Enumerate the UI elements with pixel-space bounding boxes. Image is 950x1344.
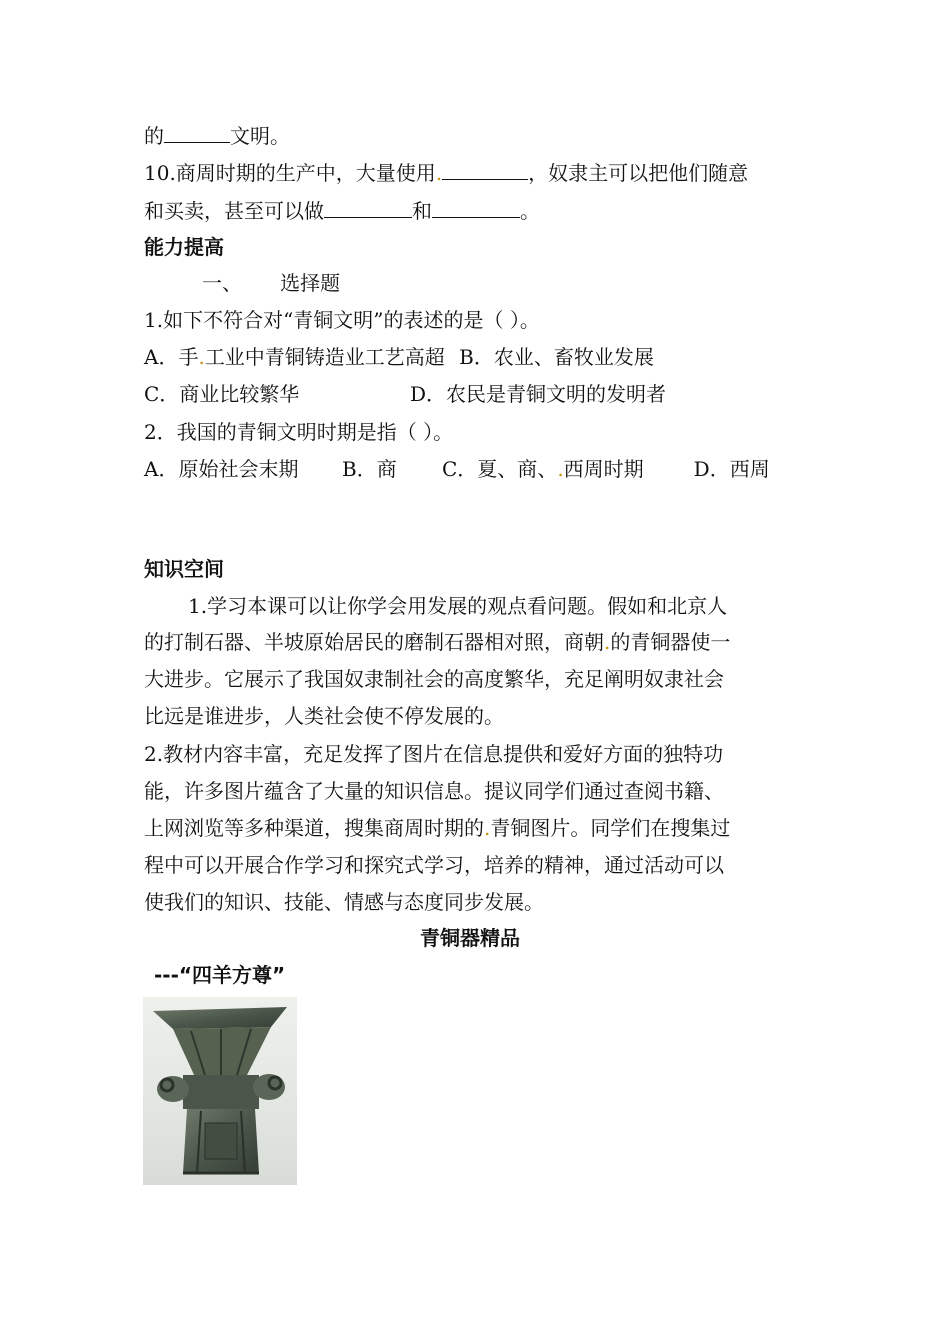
text: 青铜图片。同学们在搜集过 bbox=[490, 816, 731, 840]
text: 文明。 bbox=[230, 124, 290, 148]
mark: . bbox=[484, 816, 491, 840]
option-c-text: 西周时期 bbox=[563, 457, 644, 481]
question-2-stem: 2．我国的青铜文明时期是指（ ）。 bbox=[144, 420, 454, 444]
option-a: A．原始社会末期 bbox=[144, 457, 299, 481]
bronze-section-title: 青铜器精品 bbox=[420, 926, 520, 950]
four-goat-square-zun-photo bbox=[143, 997, 297, 1185]
bronze-vessel-illustration bbox=[143, 997, 297, 1185]
blank bbox=[432, 199, 520, 218]
mark: . bbox=[604, 630, 611, 654]
blank bbox=[164, 124, 230, 143]
fill-line-1 bbox=[144, 124, 290, 148]
option-b: B．农业、畜牧业发展 bbox=[459, 345, 654, 369]
text: 的青铜器使一 bbox=[610, 630, 731, 654]
text: 的打制石器、半坡原始居民的磨制石器相对照，商朝 bbox=[144, 630, 604, 654]
option-c: C．商业比较繁华 bbox=[144, 382, 300, 406]
question-10-line-1 bbox=[144, 161, 748, 185]
para2-line-5: 使我们的知识、技能、情感与态度同步发展。 bbox=[144, 890, 544, 914]
option-b: B．商 bbox=[342, 457, 397, 481]
bronze-item-label: ---“四羊方尊” bbox=[154, 963, 286, 987]
option-d: D．农民是青铜文明的发明者 bbox=[410, 382, 667, 406]
mark: . bbox=[198, 345, 205, 369]
question-1-options-ab bbox=[144, 345, 654, 369]
para1-line-2 bbox=[144, 630, 730, 654]
question-2-options bbox=[144, 457, 770, 481]
section-heading-ability: 能力提高 bbox=[144, 235, 224, 259]
para2-line-3 bbox=[144, 816, 730, 840]
text: 10.商周时期的生产中，大量使用 bbox=[144, 161, 436, 185]
text: 和买卖，甚至可以做 bbox=[144, 199, 324, 223]
para1-line-1: 1.学习本课可以让你学会用发展的观点看问题。假如和北京人 bbox=[188, 594, 728, 618]
text: 的 bbox=[144, 124, 164, 148]
text: ，奴隶主可以把他们随意 bbox=[528, 161, 749, 185]
question-1-stem: 1.如下不符合对“青铜文明”的表述的是（ ）。 bbox=[144, 308, 540, 332]
blank bbox=[324, 199, 412, 218]
text: 和 bbox=[412, 199, 432, 223]
para2-line-4: 程中可以开展合作学习和探究式学习，培养的精神，通过活动可以 bbox=[144, 853, 724, 877]
mark: . bbox=[557, 457, 564, 481]
text: 上网浏览等多种渠道，搜集商周时期的 bbox=[144, 816, 484, 840]
para1-line-3: 大进步。它展示了我国奴隶制社会的高度繁华，充足阐明奴隶社会 bbox=[144, 667, 724, 691]
blank bbox=[442, 161, 528, 180]
mark: . bbox=[435, 161, 443, 185]
option-a: A．手 bbox=[144, 345, 199, 369]
text: 。 bbox=[520, 199, 540, 223]
choice-heading: 一、 选择题 bbox=[202, 271, 341, 295]
option-d: D．西周 bbox=[693, 457, 770, 481]
option-c: C．夏、商、 bbox=[442, 457, 558, 481]
para2-line-2: 能，许多图片蕴含了大量的知识信息。提议同学们通过查阅书籍、 bbox=[144, 779, 724, 803]
para2-line-1: 2.教材内容丰富，充足发挥了图片在信息提供和爱好方面的独特功 bbox=[144, 742, 724, 766]
question-1-options-cd bbox=[144, 382, 666, 406]
para1-line-4: 比远是谁进步，人类社会使不停发展的。 bbox=[144, 704, 504, 728]
question-10-line-2 bbox=[144, 199, 540, 223]
section-heading-knowledge: 知识空间 bbox=[144, 557, 224, 581]
option-a-text: 工业中青铜铸造业工艺高超 bbox=[204, 345, 445, 369]
